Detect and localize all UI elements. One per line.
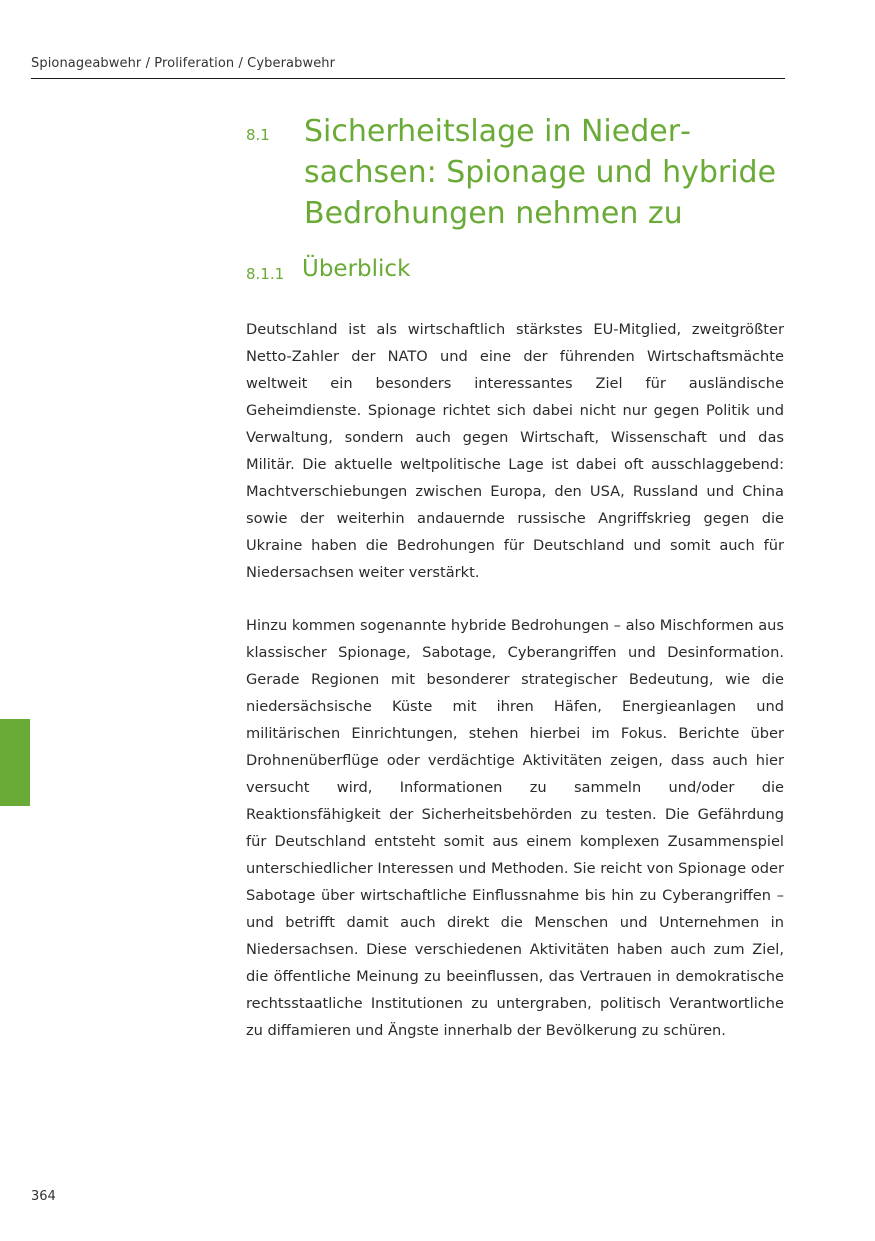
body-paragraph: Hinzu kommen sogenannte hybride Bedrohungen – also Mischformen aus klassischer Spionage, Sabotage, Cyberangriffen und Desinformation. Gerade Regionen mit besonderer strategischer Bedeutung, wie die niedersächsische Küste mit ihren Häfen, Energieanlagen und militärischen Einrichtungen, stehen hierbei im Fokus. Berichte über Drohnenüberflüge oder verdächtige Aktivitäten zeigen, dass auch hier versucht wird, Informationen zu sammeln und/oder die Reaktionsfähigkeit der Sicherheitsbehörden zu testen. Die Gefährdung für Deutschland entsteht somit aus einem komplexen Zusammenspiel unterschiedlicher Interessen und Methoden. Sie reicht von Spionage oder Sabotage über wirtschaftliche Einflussnahme bis hin zu Cyberangriffen – und betrifft damit auch direkt die Menschen und Unternehmen in Niedersachsen. Diese verschiedenen Aktivitäten haben auch zum Ziel, die öffentliche Meinung zu beeinflussen, das Vertrauen in demokratische rechtsstaatliche Institutionen zu untergraben, politisch Verantwortliche zu diffamieren und Ängste innerhalb der Bevölkerung zu schüren.	[246, 617, 784, 1039]
section-number: 8.1	[246, 126, 270, 144]
section-title: Sicherheitslage in Niedersachsen: Spionage und hybride Bedrohungen nehmen zu	[304, 114, 777, 231]
page-number: 364	[31, 1189, 56, 1204]
body-paragraph: Deutschland ist als wirtschaftlich stärkstes EU-Mitglied, zweitgrößter Netto-Zahler der NATO und eine der führenden Wirtschaftsmächte weltweit ein besonders interessantes Ziel für ausländische Geheimdienste. Spionage richtet sich dabei nicht nur gegen Politik und Verwaltung, sondern auch gegen Wirtschaft, Wissenschaft und das Militär. Die aktuelle weltpolitische Lage ist dabei oft ausschlaggebend: Machtverschiebungen zwischen Europa, den USA, Russland und China sowie der weiterhin andauernde russische Angriffskrieg gegen die Ukraine haben die Bedrohungen für Deutschland und somit auch für Niedersachsen weiter verstärkt.	[246, 321, 784, 581]
subsection-number: 8.1.1	[246, 265, 285, 283]
running-header: Spionageabwehr / Proliferation / Cyberabwehr	[31, 56, 336, 71]
header-rule	[31, 78, 785, 79]
subsection-title: Überblick	[302, 256, 411, 282]
chapter-side-tab	[0, 719, 30, 806]
